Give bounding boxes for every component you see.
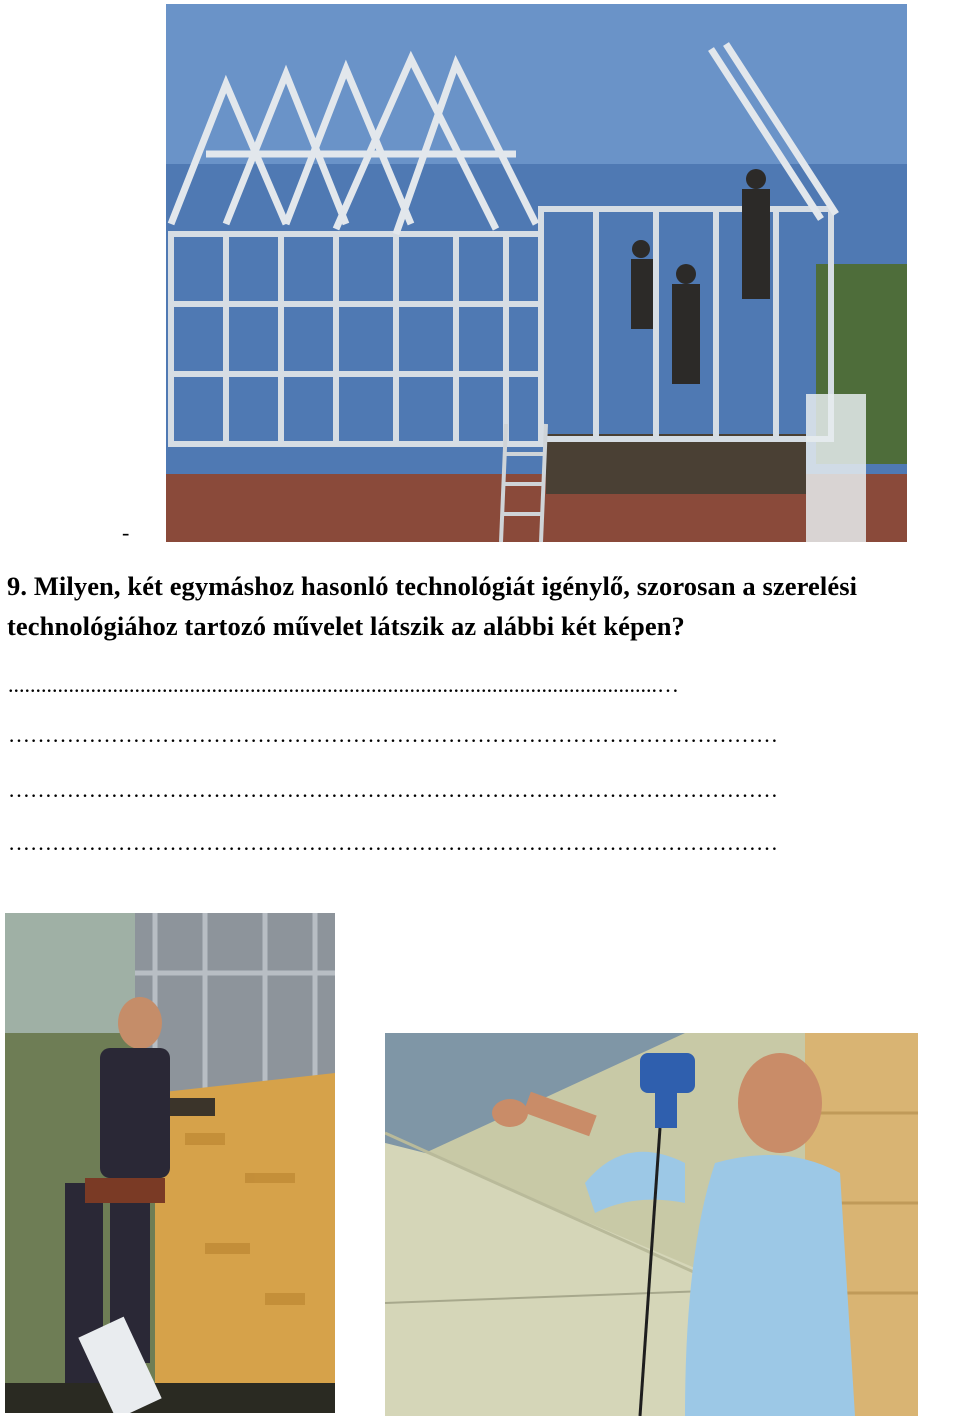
question-line-2: technológiához tartozó művelet látszik az alábbi két képen?	[7, 611, 685, 641]
drywall-mounting-photo	[385, 1033, 918, 1416]
answer-line[interactable]: ……………………………………………………………………………………………	[8, 777, 778, 802]
question-text	[7, 566, 957, 646]
answer-line[interactable]: ......................................................................................................................…	[8, 672, 679, 697]
list-marker: -	[122, 520, 130, 545]
steel-frame-construction-photo	[166, 4, 907, 542]
answer-line[interactable]: ……………………………………………………………………………………………	[8, 830, 778, 855]
question-line-1: 9. Milyen, két egymáshoz hasonló technológiát igénylő, szorosan a szerelési	[7, 571, 858, 601]
answer-line[interactable]: ……………………………………………………………………………………………	[8, 722, 778, 747]
question-number: 9.	[7, 571, 28, 601]
osb-panel-drilling-photo	[5, 913, 335, 1413]
